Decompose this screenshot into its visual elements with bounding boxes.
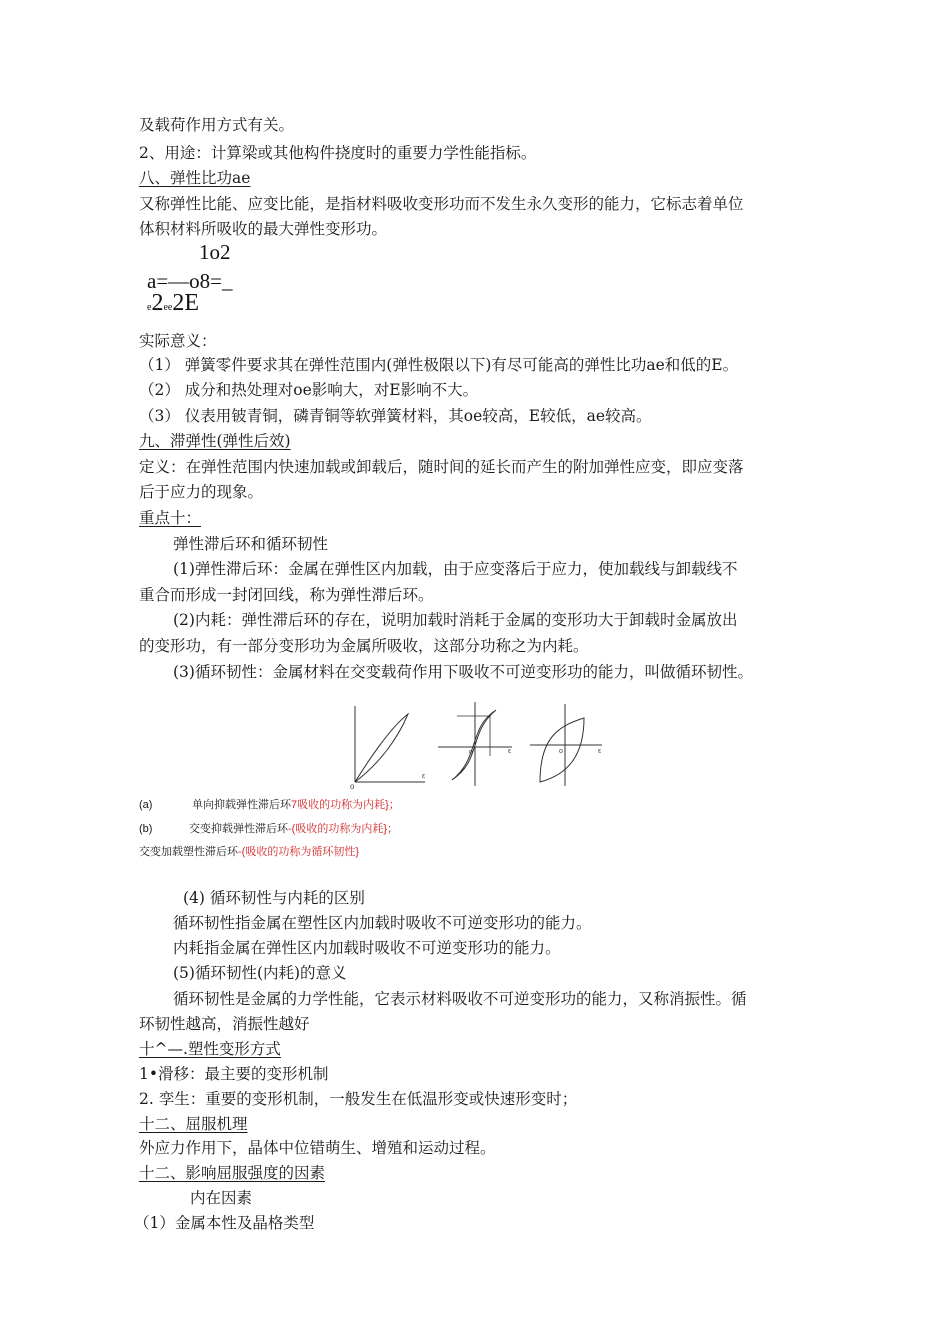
figure-caption: (b) 交变抑载弹性滞后环-(吸收的功称为内耗}； xyxy=(139,823,398,835)
list-item: （1）金属本性及晶格类型 xyxy=(134,1214,315,1232)
section-heading: 八、弹性比功ae xyxy=(139,169,251,187)
hysteresis-loop-b xyxy=(452,710,496,780)
text-line: 定义：在弹性范围内快速加载或卸载后，随时间的延长而产生的附加弹性应变，即应变落 xyxy=(139,458,744,476)
text-line: 重合而形成一封闭回线，称为弹性滞后环。 xyxy=(139,586,434,604)
text-line: (4) 循环韧性与内耗的区别 xyxy=(183,889,365,907)
section-heading: 十二、屈服机理 xyxy=(139,1115,248,1133)
text-line: 实际意义： xyxy=(139,332,217,350)
section-heading: 九、滞弹性(弹性后效) xyxy=(139,432,291,450)
text-line: 2. 孪生：重要的变形机制，一般发生在低温形变或快速形变时； xyxy=(139,1090,578,1108)
origin-label-b: o xyxy=(469,749,473,756)
hysteresis-loop-a xyxy=(355,714,408,782)
section-heading: 重点十： xyxy=(139,509,202,527)
text-line: (1)弹性滞后环：金属在弹性区内加载，由于应变落后于应力，使加载线与卸载线不 xyxy=(173,560,738,578)
text-line: (3)循环韧性：金属材料在交变载荷作用下吸收不可逆变形功的能力，叫做循环韧性。 xyxy=(173,663,753,681)
list-item: （3） 仪表用铍青铜，磷青铜等软弹簧材料，其oe较高，E较低，ae较高。 xyxy=(139,407,652,425)
text-line: 环韧性越高，消振性越好 xyxy=(139,1015,310,1033)
text-line: 的变形功，有一部分变形功为金属所吸收，这部分功称之为内耗。 xyxy=(139,637,589,655)
formula-top: 1o2 xyxy=(199,240,231,264)
text-line: 外应力作用下，晶体中位错萌生、增殖和运动过程。 xyxy=(139,1139,496,1157)
figure-caption: 交变加载塑性滞后环-(吸收的功称为循环韧性} xyxy=(139,846,359,858)
text-line: 内耗指金属在弹性区内加载时吸收不可逆变形功的能力。 xyxy=(173,939,561,957)
text-line: 体积材料所吸收的最大弹性变形功。 xyxy=(139,220,388,238)
list-item: （2） 成分和热处理对oe影响大，对E影响不大。 xyxy=(139,381,479,399)
text-line: 弹性滞后环和循环韧性 xyxy=(173,535,329,553)
formula-bottom: e2ee2E xyxy=(147,290,200,316)
text-line: 1•滑移：最主要的变形机制 xyxy=(139,1065,329,1083)
figure-caption: (a) 单向抑载弹性滞后环7吸收的功称为内耗}； xyxy=(139,799,400,811)
text-line: 及载荷作用方式有关。 xyxy=(139,116,295,134)
x-label-a: ε xyxy=(422,773,426,780)
text-line: 循环韧性指金属在塑性区内加载时吸收不可逆变形功的能力。 xyxy=(173,914,592,932)
text-line: 循环韧性是金属的力学性能，它表示材料吸收不可逆变形功的能力，又称消振性。循 xyxy=(173,990,747,1008)
text-line: 2、用途：计算梁或其他构件挠度时的重要力学性能指标。 xyxy=(139,144,537,162)
text-line: 又称弹性比能、应变比能，是指材料吸收变形功而不发生永久变形的能力，它标志着单位 xyxy=(139,195,744,213)
x-label-b: ε xyxy=(508,748,512,755)
hysteresis-figure xyxy=(340,698,610,790)
x-label-c: ε xyxy=(598,748,602,755)
text-line: (5)循环韧性(内耗)的意义 xyxy=(173,964,347,982)
section-heading: 十二、影响屈服强度的因素 xyxy=(139,1164,326,1182)
text-line: (2)内耗：弹性滞后环的存在，说明加载时消耗于金属的变形功大于卸载时金属放出 xyxy=(173,611,738,629)
origin-label-a: o xyxy=(350,782,355,790)
formula-mid: a=—o8=_ xyxy=(147,269,233,293)
section-heading: 十^—.塑性变形方式 xyxy=(139,1040,281,1058)
text-line: 内在因素 xyxy=(190,1189,253,1207)
text-line: 后于应力的现象。 xyxy=(139,483,264,501)
origin-label-c: o xyxy=(559,748,563,755)
list-item: （1） 弹簧零件要求其在弹性范围内(弹性极限以下)有尽可能高的弹性比功ae和低的E。 xyxy=(139,356,739,374)
